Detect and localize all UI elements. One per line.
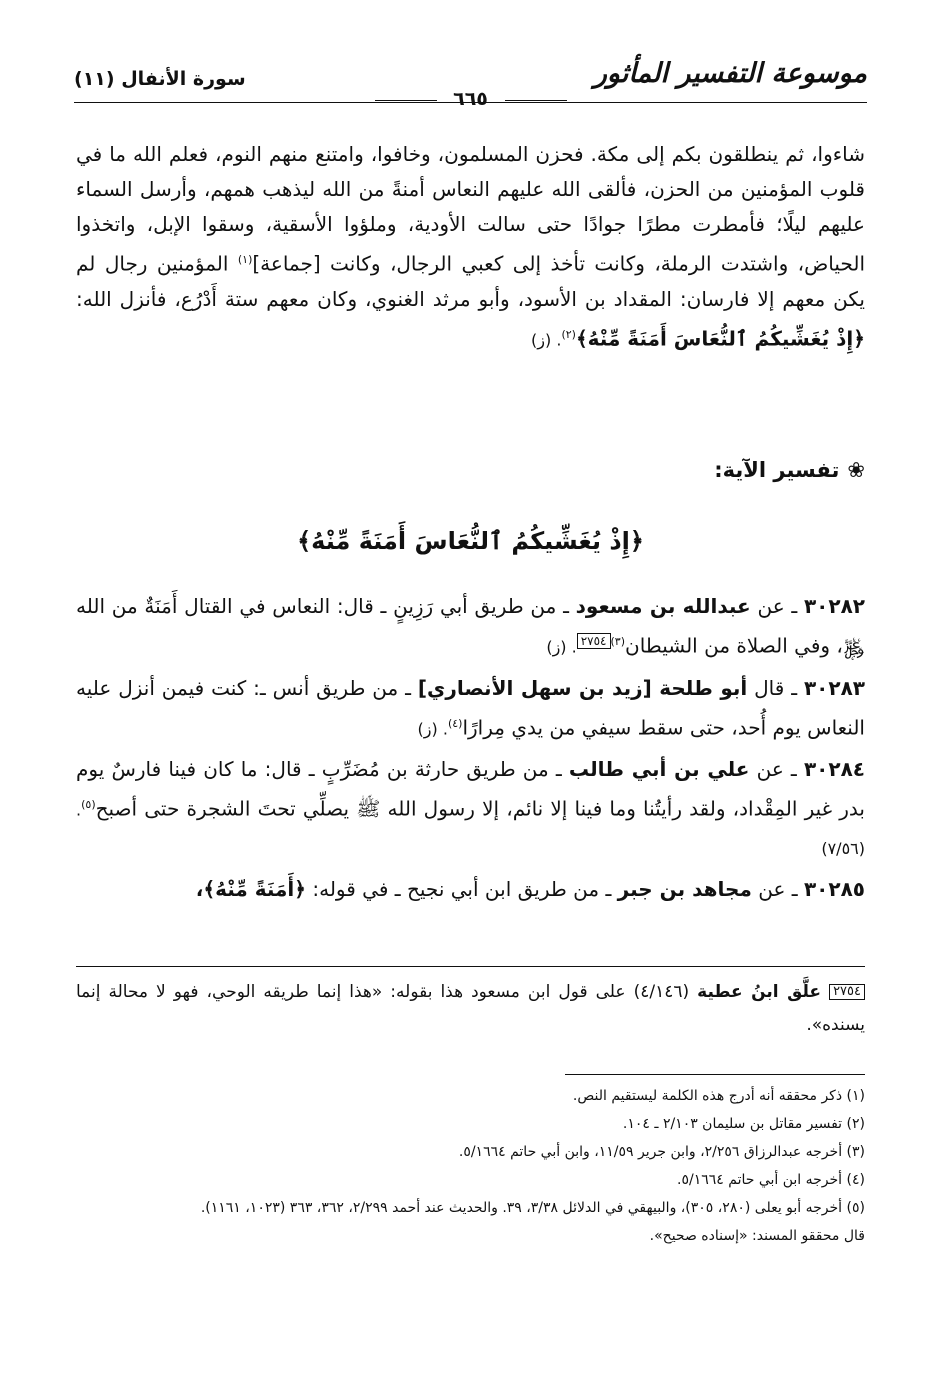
quran-verse: ﴿إِذْ يُغَشِّيكُمُ ٱلنُّعَاسَ أَمَنَةً مِّنْهُ﴾ — [575, 326, 865, 351]
narration-item — [76, 751, 865, 867]
page-number: ٦٦٥ — [445, 88, 496, 110]
page-header — [74, 58, 867, 110]
narrator-name: عبدالله بن مسعود — [575, 594, 751, 618]
footnote-item: (٢) تفسير مقاتل بن سليمان ٢/١٠٣ ـ ١٠٤. — [622, 1116, 865, 1132]
header-divider — [74, 102, 867, 103]
footnote-marker[interactable]: (٢) — [561, 327, 576, 341]
footnote-item: (٣) أخرجه عبدالرزاق ٢/٢٥٦، وابن جرير ١١/٥٩، وابن أبي حاتم ٥/١٦٦٤. — [458, 1144, 865, 1160]
intro-text: شاءوا، ثم ينطلقون بكم إلى مكة. فحزن المسلمون، وخافوا، وامتنع منهم النوم، فعلم الله ما في قلوب المؤمنين من الحزن، فألقى الله عليهم النعاس أمنةً من الله ليذهب همهم، وأرسل السماء عليهم ليلًا؛ فأمطرت مطرًا جوادًا حتى سالت الأودية، وملؤوا الأسقية، وسقوا الإبل، واتخذوا الحياض، واشتدت الرملة، وكانت تأخذ إلى كعبي الرجال، وكانت [جماعة] — [76, 142, 865, 276]
section-heading-label: تفسير الآية: — [714, 458, 840, 482]
narration-prefix: ـ عن — [750, 594, 804, 618]
source-ref: . (ز) — [546, 637, 577, 657]
narration-text: ـ من طريق ابن أبي نجيح ـ في قوله: — [306, 876, 618, 901]
narration-text: ـ من طريق أنس ـ: كنت فيمن أنزل عليه النعاس يوم أُحد، حتى سقط سيفي من يدي مِرارًا — [76, 675, 865, 740]
narration-prefix: ـ عن — [749, 757, 804, 782]
narrator-name: مجاهد بن جبر — [617, 876, 752, 901]
narrations-list — [76, 588, 865, 911]
narration-item — [76, 871, 865, 907]
narration-item — [76, 670, 865, 748]
footnote-item: (٤) أخرجه ابن أبي حاتم ٥/١٦٦٤. — [677, 1172, 865, 1188]
footnote-marker[interactable]: (٤) — [447, 716, 463, 730]
verse-title: ﴿إِذْ يُغَشِّيكُمُ ٱلنُّعَاسَ أَمَنَةً مِّنْهُ﴾ — [297, 527, 644, 555]
commentary-ref-box[interactable]: ٢٧٥٤ — [577, 633, 611, 649]
narration-prefix: ـ عن — [751, 876, 804, 901]
narration-number: ٣٠٢٨٤ — [803, 757, 865, 782]
book-title: موسوعة التفسير المأثور — [593, 58, 867, 89]
footnote-marker[interactable]: (٣) — [610, 635, 626, 648]
narration-number: ٣٠٢٨٥ — [803, 876, 865, 901]
intro-text-continued: المؤمنين رجال لم يكن معهم إلا فارسان: المقداد بن الأسود، وأبو مرثد الغنوي، وكان معهم ستة أَدْرُع، فأنزل الله: — [76, 251, 865, 311]
commentary-divider — [76, 966, 865, 967]
flower-ornament-icon: ❀ — [847, 458, 865, 482]
narration-text: ـ من طريق حارثة بن مُضَرِّبٍ ـ قال: ما كان فينا فارسٌ يوم بدر غير المِقْداد، ولقد رأيتُنا وما فينا إلا نائم، إلا رسول الله ﷺ يصلِّي تحتَ الشجرة حتى أصبح — [76, 757, 865, 821]
footnotes-list — [76, 1082, 865, 1250]
surah-name: سورة الأنفال (١١) — [74, 68, 246, 90]
source-ref: . (ز) — [531, 330, 562, 350]
narration-text: ـ من طريق أبي رَزِينٍ ـ قال: النعاس في القتال أَمَنَةٌ من الله ﷿، وفي الصلاة من الشيطان — [76, 594, 865, 658]
commentator-name: علَّق ابنُ عطية — [697, 982, 822, 1002]
intro-paragraph — [76, 137, 865, 357]
commentary-text: (٤/١٤٦) على قول ابن مسعود هذا بقوله: «هذا إنما طريقه الوحي، فهو لا محالة إنما يسنده». — [76, 982, 865, 1035]
narrator-name: علي بن أبي طالب — [568, 757, 750, 782]
footnote-item: (١) ذكر محققه أنه أدرج هذه الكلمة ليستقيم النص. — [572, 1088, 865, 1104]
narration-number: ٣٠٢٨٢ — [803, 594, 865, 618]
footnote-marker[interactable]: (٥) — [81, 798, 96, 812]
narration-number: ٣٠٢٨٣ — [803, 675, 865, 700]
narration-prefix: ـ قال — [747, 675, 804, 700]
source-ref: . (٧/٥٦) — [76, 800, 865, 858]
footnote-marker[interactable]: (١) — [237, 253, 253, 266]
ornament-line-left — [505, 100, 567, 101]
section-heading — [714, 458, 865, 482]
commentary-note — [76, 976, 865, 1042]
footnote-item: قال محققو المسند: «إسناده صحيح». — [649, 1228, 865, 1244]
commentary-ref-box[interactable]: ٢٧٥٤ — [829, 984, 865, 1000]
source-ref: . (ز) — [417, 719, 448, 739]
narration-item — [76, 588, 865, 666]
quran-verse: ﴿أَمَنَةً مِّنْهُ﴾، — [195, 876, 306, 901]
ornament-line-right — [375, 100, 437, 101]
narrator-name: أبو طلحة [زيد بن سهل الأنصاري] — [417, 675, 748, 700]
footnote-item: (٥) أخرجه أبو يعلى (٢٨٠، ٣٠٥)، والبيهقي في الدلائل ٣/٣٨، ٣٩. والحديث عند أحمد ٢/٢٩٩، ٣٦٢، ٣٦٣ (١٠٢٣، ١١٦١). — [200, 1200, 865, 1216]
footnotes-divider — [565, 1074, 865, 1075]
